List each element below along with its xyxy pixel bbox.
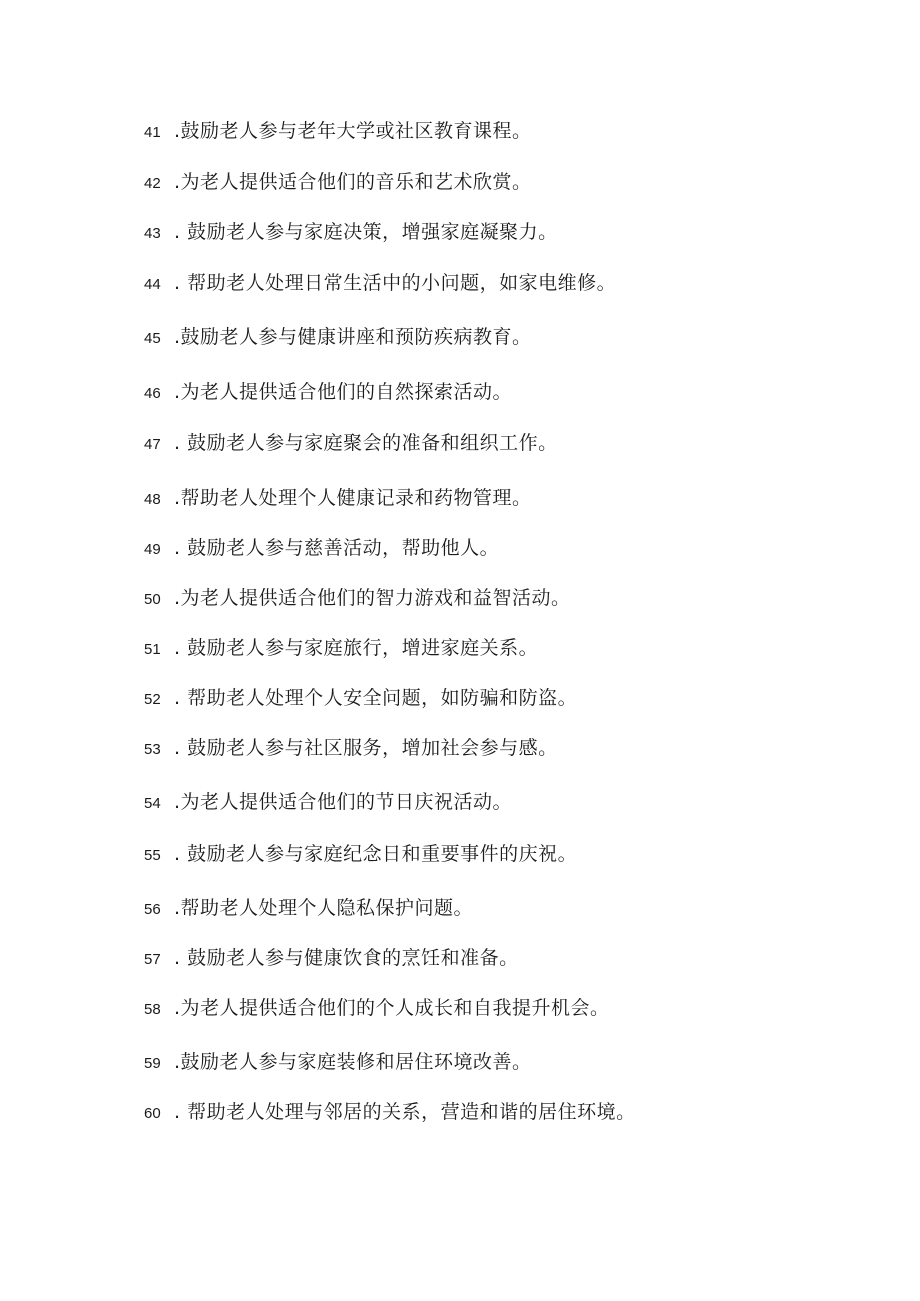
list-item — [144, 322, 684, 354]
item-text: . 帮助老人处理日常生活中的小问题，如家电维修。 — [174, 272, 617, 294]
list-item — [144, 217, 684, 249]
item-text: .为老人提供适合他们的音乐和艺术欣赏。 — [174, 171, 532, 193]
list-item — [144, 787, 684, 819]
list-item — [144, 583, 684, 615]
item-number: 52 — [144, 691, 161, 708]
item-text: . 鼓励老人参与家庭纪念日和重要事件的庆祝。 — [174, 843, 578, 865]
item-text: . 鼓励老人参与家庭旅行，增进家庭关系。 — [174, 637, 539, 659]
item-number: 50 — [144, 591, 161, 608]
list-item — [144, 116, 684, 148]
item-text: .为老人提供适合他们的节日庆祝活动。 — [174, 791, 513, 813]
list-item — [144, 993, 684, 1025]
list-item — [144, 683, 684, 715]
list-item — [144, 1097, 674, 1129]
item-number: 60 — [144, 1105, 161, 1122]
list-item — [144, 1047, 684, 1079]
list-item — [144, 943, 684, 975]
item-text: .帮助老人处理个人隐私保护问题。 — [174, 897, 474, 919]
item-text: .为老人提供适合他们的自然探索活动。 — [174, 381, 513, 403]
item-number: 42 — [144, 175, 161, 192]
item-number: 55 — [144, 847, 161, 864]
item-number: 54 — [144, 795, 161, 812]
item-text: . 鼓励老人参与家庭聚会的准备和组织工作。 — [174, 432, 558, 454]
list-item — [144, 839, 684, 871]
list-item — [144, 483, 684, 515]
item-number: 49 — [144, 541, 161, 558]
list-item — [144, 377, 684, 409]
item-text: .为老人提供适合他们的个人成长和自我提升机会。 — [174, 997, 610, 1019]
list-item — [144, 893, 684, 925]
item-text: .鼓励老人参与老年大学或社区教育课程。 — [174, 120, 532, 142]
item-text: . 鼓励老人参与家庭决策，增强家庭凝聚力。 — [174, 221, 558, 243]
list-item — [144, 733, 684, 765]
item-number: 57 — [144, 951, 161, 968]
item-number: 41 — [144, 124, 161, 141]
list-item — [144, 633, 684, 665]
item-text: . 帮助老人处理个人安全问题，如防骗和防盗。 — [174, 687, 578, 709]
item-number: 44 — [144, 276, 161, 293]
item-number: 45 — [144, 330, 161, 347]
item-number: 47 — [144, 436, 161, 453]
item-number: 48 — [144, 491, 161, 508]
list-item — [144, 268, 684, 300]
list-item — [144, 428, 684, 460]
item-text: . 鼓励老人参与健康饮食的烹饪和准备。 — [174, 947, 519, 969]
item-text: .鼓励老人参与健康讲座和预防疾病教育。 — [174, 326, 532, 348]
item-number: 53 — [144, 741, 161, 758]
item-number: 58 — [144, 1001, 161, 1018]
item-number: 43 — [144, 225, 161, 242]
item-text: .帮助老人处理个人健康记录和药物管理。 — [174, 487, 532, 509]
item-text: . 鼓励老人参与社区服务，增加社会参与感。 — [174, 737, 558, 759]
item-text: .为老人提供适合他们的智力游戏和益智活动。 — [174, 587, 571, 609]
list-item — [144, 533, 684, 565]
item-number: 51 — [144, 641, 161, 658]
item-number: 59 — [144, 1055, 161, 1072]
item-number: 56 — [144, 901, 161, 918]
item-number: 46 — [144, 385, 161, 402]
numbered-list — [144, 116, 684, 1129]
item-text: . 鼓励老人参与慈善活动，帮助他人。 — [174, 537, 500, 559]
list-item — [144, 167, 684, 199]
item-text: . 帮助老人处理与邻居的关系，营造和谐的居住环境。 — [174, 1101, 636, 1123]
item-text: .鼓励老人参与家庭装修和居住环境改善。 — [174, 1051, 532, 1073]
